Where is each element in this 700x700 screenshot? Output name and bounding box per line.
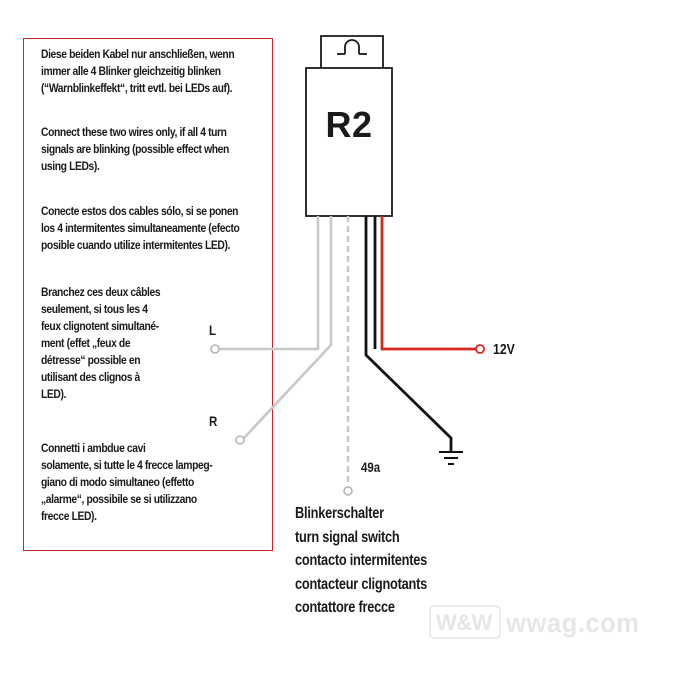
wire-left <box>219 216 318 349</box>
terminal-switch-label: 49a <box>361 459 381 475</box>
note-line: giano di modo simultaneo (effetto <box>41 475 194 489</box>
note-line: los 4 intermitentes simultaneamente (efecto <box>41 221 240 235</box>
note-line: détresse“ possible en <box>41 353 141 367</box>
watermark-logo <box>428 598 658 646</box>
switch-label-line: contacteur clignotants <box>295 575 427 593</box>
switch-label-line: contacto intermitentes <box>295 552 427 569</box>
note-line: feux clignotent simultané- <box>41 319 159 333</box>
terminal-power <box>476 345 484 353</box>
relay-label: R2 <box>325 104 373 145</box>
terminal-right <box>236 436 244 444</box>
note-line: solamente, si tutte le 4 frecce lampeg- <box>41 458 213 472</box>
note-line: using LEDs). <box>41 159 100 173</box>
switch-label-line: contattore frecce <box>295 599 395 616</box>
note-line: (“Warnblinkeffekt“, tritt evtl. bei LEDs auf). <box>41 81 233 95</box>
switch-label-line: Blinkerschalter <box>295 505 384 522</box>
switch-description <box>295 502 427 620</box>
note-line: seulement, si tous les 4 <box>41 302 148 316</box>
note-line: ment (effet „feux de <box>41 336 131 350</box>
watermark-brand: W&W <box>436 610 492 635</box>
terminal-left <box>211 345 219 353</box>
note-line: immer alle 4 Blinker gleichzeitig blinken <box>41 64 221 78</box>
wire-ground <box>366 216 451 452</box>
note-line: utilisant des clignos à <box>41 370 140 384</box>
note-line: LED). <box>41 387 67 401</box>
note-line: signals are blinking (possible effect when <box>41 142 229 156</box>
note-line: Conecte estos dos cables sólo, si se ponen <box>41 204 239 218</box>
switch-label-line: turn signal switch <box>295 528 400 546</box>
note-line: Diese beiden Kabel nur anschließen, wenn <box>41 47 235 61</box>
relay-mount-slot <box>345 40 359 54</box>
terminal-left-label: L <box>209 322 217 338</box>
note-line: Branchez ces deux câbles <box>41 285 161 299</box>
note-line: Connetti i ambdue cavi <box>41 441 146 455</box>
wire-power <box>382 216 476 349</box>
note-line: posible cuando utilize intermitentes LED). <box>41 238 231 252</box>
terminal-switch <box>344 487 352 495</box>
note-line: Connect these two wires only, if all 4 turn <box>41 125 227 139</box>
watermark-site: wwag.com <box>506 608 640 638</box>
note-line: „alarme“, possibile se si utilizzano <box>41 492 197 506</box>
terminal-right-label: R <box>209 413 218 429</box>
terminal-power-label: 12V <box>493 341 515 358</box>
note-line: frecce LED). <box>41 509 97 523</box>
